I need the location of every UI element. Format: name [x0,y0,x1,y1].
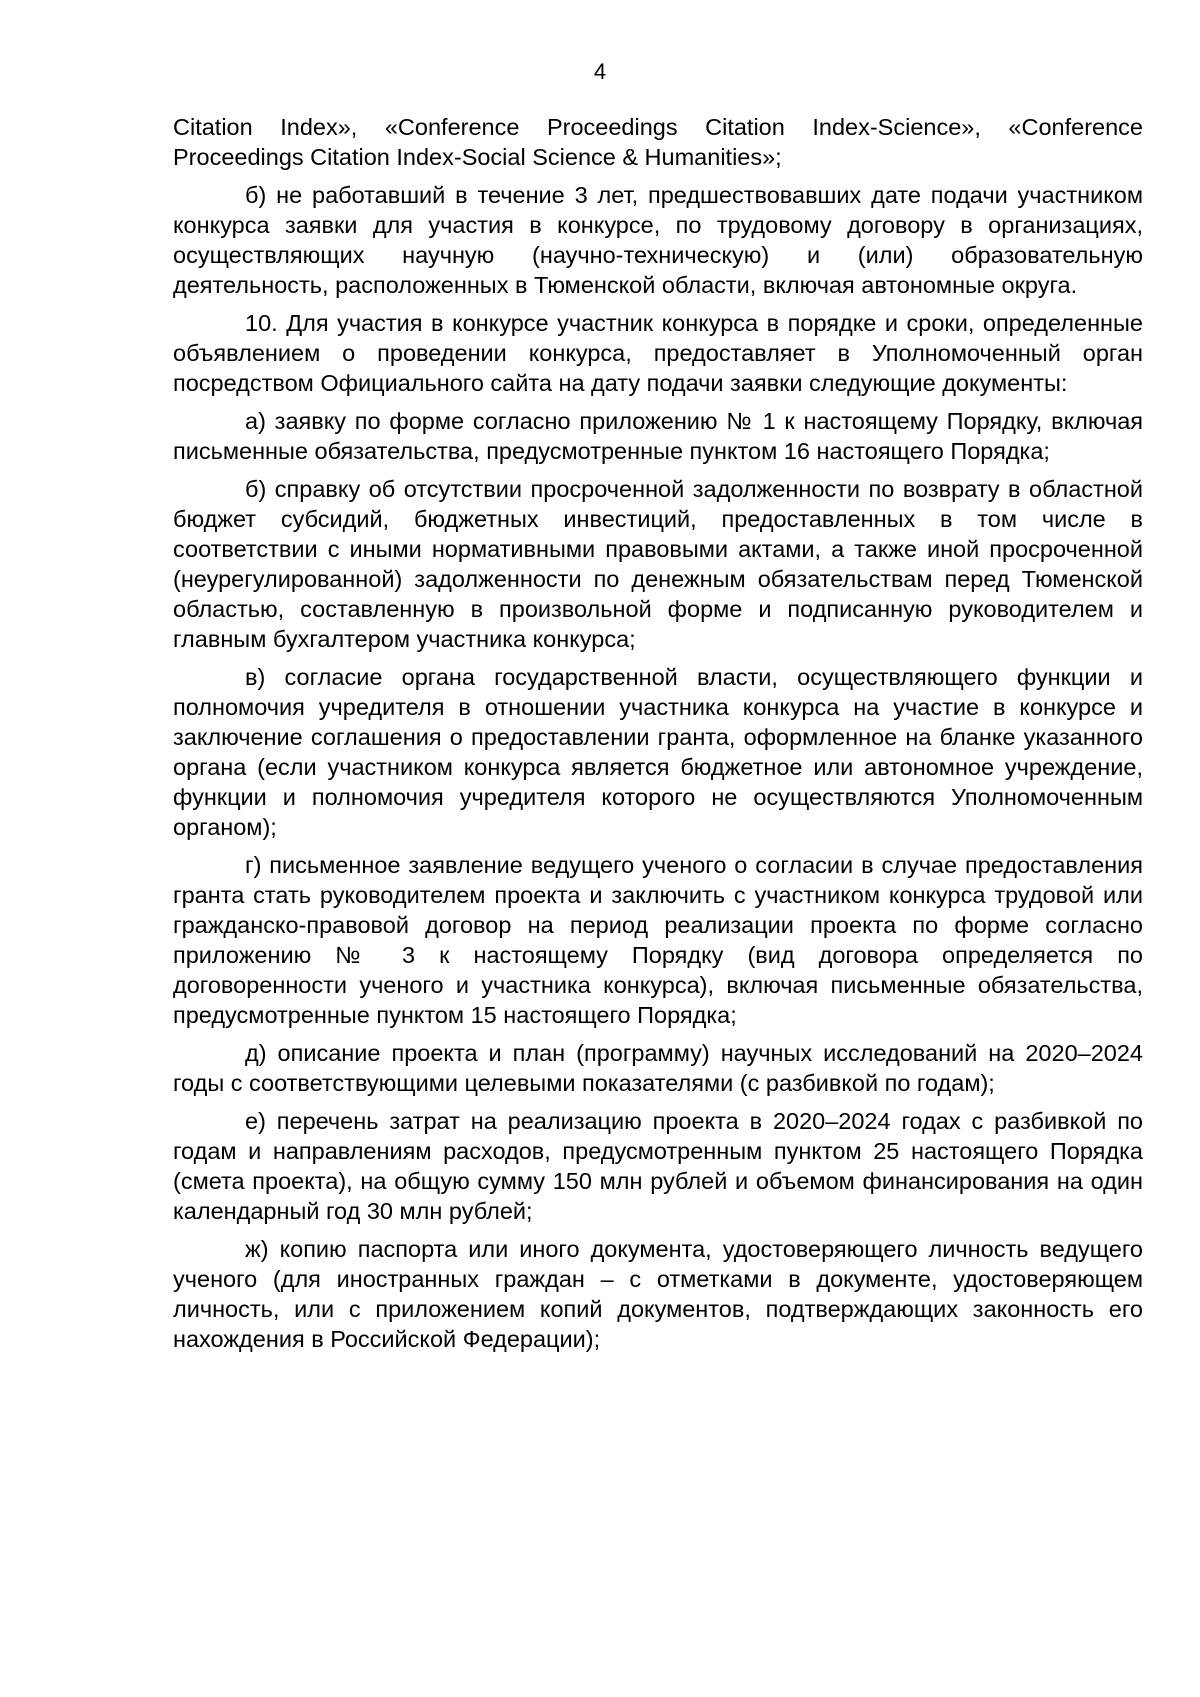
paragraph-citation-continuation: Citation Index», «Conference Proceedings Citation Index-Science», «Conference Proceedings Citation Index-Social Science & Humanities»; [173,114,1143,170]
paragraph-d-project-description: д) описание проекта и план (программу) научных исследований на 2020–2024 годы с соответствующими целевыми показателями (с разбивкой по годам); [173,1040,1143,1096]
paragraph-v-consent: в) согласие органа государственной власти, осуществляющего функции и полномочия учредителя в отношении участника конкурса на участие в конкурсе и заключение соглашения о предоставлении гранта, оформленное на бланке указанного органа (если участником конкурса является бюджетное или автономное учреждение, функции и полномочия учредителя которого не осуществляются Уполномоченным органом); [173,664,1143,840]
paragraph-b-not-worked: б) не работавший в течение 3 лет, предшествовавших дате подачи участником конкурса заявки для участия в конкурсе, по трудовому договору в организациях, осуществляющих научную (научно-техническую) и (или) образовательную деятельность, расположенных в Тюменской области, включая автономные округа. [173,182,1143,298]
document-body [173,112,1143,1362]
page-number: 4 [593,59,607,84]
paragraph-10-participation: 10. Для участия в конкурсе участник конкурса в порядке и сроки, определенные объявлением о проведении конкурса, предоставляет в Уполномоченный орган посредством Официального сайта на дату подачи заявки следующие документы: [173,310,1143,396]
paragraph-zh-passport-copy: ж) копию паспорта или иного документа, удостоверяющего личность ведущего ученого (для иностранных граждан – с отметками в документе, удостоверяющем личность, или с приложением копий документов, подтверждающих законность его нахождения в Российской Федерации); [173,1236,1143,1352]
paragraph-a-application: а) заявку по форме согласно приложению № 1 к настоящему Порядку, включая письменные обязательства, предусмотренные пунктом 16 настоящего Порядка; [173,408,1143,464]
paragraph-e-cost-list: е) перечень затрат на реализацию проекта в 2020–2024 годах с разбивкой по годам и направлениям расходов, предусмотренным пунктом 25 настоящего Порядка (смета проекта), на общую сумму 150 млн рублей и объемом финансирования на один календарный год 30 млн рублей; [173,1108,1143,1224]
paragraph-g-scientist-statement: г) письменное заявление ведущего ученого о согласии в случае предоставления гранта стать руководителем проекта и заключить с участником конкурса трудовой или гражданско-правовой договор на период реализации проекта по форме согласно приложению № 3 к настоящему Порядку (вид договора определяется по договоренности ученого и участника конкурса), включая письменные обязательства, предусмотренные пунктом 15 настоящего Порядка; [173,852,1143,1028]
paragraph-b-debt-certificate: б) справку об отсутствии просроченной задолженности по возврату в областной бюджет субсидий, бюджетных инвестиций, предоставленных в том числе в соответствии с иными нормативными правовыми актами, а также иной просроченной (неурегулированной) задолженности по денежным обязательствам перед Тюменской областью, составленную в произвольной форме и подписанную руководителем и главным бухгалтером участника конкурса; [173,476,1143,652]
